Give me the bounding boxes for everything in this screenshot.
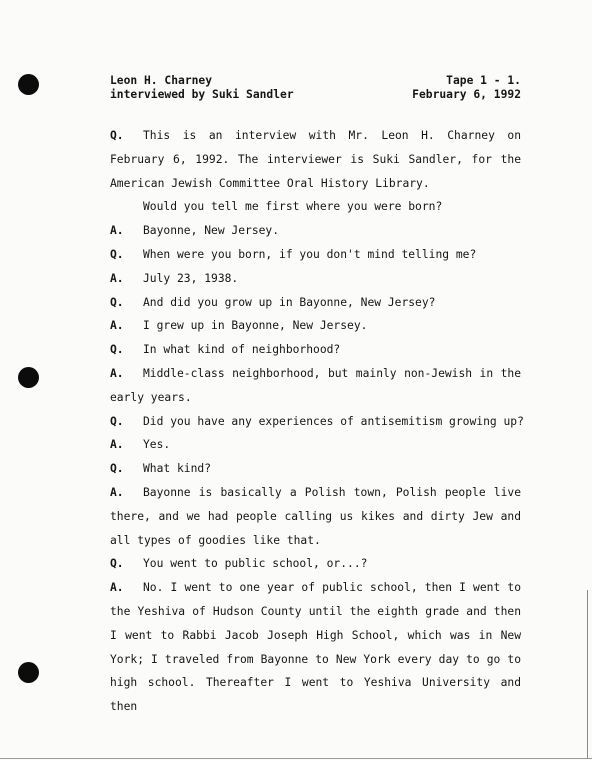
line-text: Bayonne, New Jersey.: [143, 224, 280, 238]
transcript-line: [110, 243, 521, 267]
transcript-line: [110, 624, 521, 648]
transcript: [110, 74, 524, 714]
line-text: July 23, 1938.: [143, 271, 239, 285]
transcript-line: [110, 314, 521, 338]
header-left: [110, 74, 294, 102]
line-text: American Jewish Committee Oral History Library.: [110, 176, 430, 190]
line-text: You went to public school, or...?: [143, 557, 368, 571]
line-text: I grew up in Bayonne, New Jersey.: [143, 319, 368, 333]
answer-marker: A.: [110, 271, 124, 285]
line-text: the Yeshiva of Hudson County until the eighth grade and then: [110, 604, 521, 618]
line-text: February 6, 1992. The interviewer is Suki Sandler, for the: [110, 152, 521, 166]
transcript-line: [110, 195, 521, 219]
interviewee-name: Leon H. Charney: [110, 74, 213, 87]
transcript-line: [110, 576, 521, 600]
punch-hole: [18, 662, 39, 683]
punch-hole: [18, 367, 39, 388]
transcript-line: [110, 600, 521, 624]
transcript-line: [110, 410, 524, 434]
transcript-line: [110, 481, 521, 505]
question-marker: Q.: [110, 295, 124, 309]
line-text: Yes.: [143, 438, 171, 452]
line-text: No. I went to one year of public school, then I went to: [143, 581, 521, 595]
transcript-line: [110, 267, 521, 291]
transcript-line: [110, 291, 521, 315]
transcript-line: [110, 338, 521, 362]
answer-marker: A.: [110, 366, 124, 380]
line-text: This is an interview with Mr. Leon H. Charney on: [143, 129, 521, 142]
question-marker: Q.: [110, 129, 124, 142]
line-text: there, and we had people calling us kikes and dirty Jew and: [110, 509, 521, 523]
line-text: I went to Rabbi Jacob Joseph High School, which was in New: [110, 628, 521, 642]
line-text: all types of goodies like that.: [110, 533, 321, 547]
question-marker: Q.: [110, 247, 124, 261]
transcript-header: [110, 74, 521, 102]
transcript-line: [110, 505, 521, 529]
line-text: In what kind of neighborhood?: [143, 343, 341, 357]
transcript-line: [110, 219, 521, 243]
line-text: Middle-class neighborhood, but mainly non-Jewish in the: [143, 366, 521, 380]
scan-edge: [0, 758, 592, 759]
line-text: high school. Thereafter I went to Yeshiva University and then: [110, 676, 521, 714]
line-text: What kind?: [143, 462, 212, 476]
question-marker: Q.: [110, 414, 124, 428]
line-text: Did you have any experiences of antisemitism growing up?: [143, 414, 524, 428]
line-text: York; I traveled from Bayonne to New York every day to go to: [110, 652, 521, 666]
answer-marker: A.: [110, 319, 124, 333]
answer-marker: A.: [110, 224, 124, 238]
transcript-line: [110, 172, 521, 196]
answer-marker: A.: [110, 581, 124, 595]
line-text: early years.: [110, 390, 192, 404]
transcript-line: [110, 671, 521, 714]
transcript-line: [110, 124, 521, 148]
tape-label: Tape 1 - 1.: [446, 74, 521, 87]
transcript-line: [110, 148, 521, 172]
answer-marker: A.: [110, 485, 124, 499]
scan-edge: [587, 590, 588, 758]
transcript-line: [110, 433, 521, 457]
transcript-line: [110, 457, 521, 481]
interviewer-line: interviewed by Suki Sandler: [110, 88, 294, 101]
header-right: [412, 74, 521, 102]
transcript-line: [110, 648, 521, 672]
line-text: When were you born, if you don't mind telling me?: [143, 247, 477, 261]
transcript-line: [110, 529, 521, 553]
transcript-line: [110, 386, 521, 410]
interview-date: February 6, 1992: [412, 88, 521, 101]
transcript-body: [110, 124, 524, 714]
transcript-line: [110, 362, 521, 386]
line-text: Bayonne is basically a Polish town, Polish people live: [143, 485, 521, 499]
answer-marker: A.: [110, 438, 124, 452]
question-marker: Q.: [110, 343, 124, 357]
line-text: Would you tell me first where you were born?: [143, 200, 443, 214]
question-marker: Q.: [110, 462, 124, 476]
punch-hole: [18, 74, 39, 95]
question-marker: Q.: [110, 557, 124, 571]
transcript-line: [110, 552, 521, 576]
line-text: And did you grow up in Bayonne, New Jersey?: [143, 295, 436, 309]
